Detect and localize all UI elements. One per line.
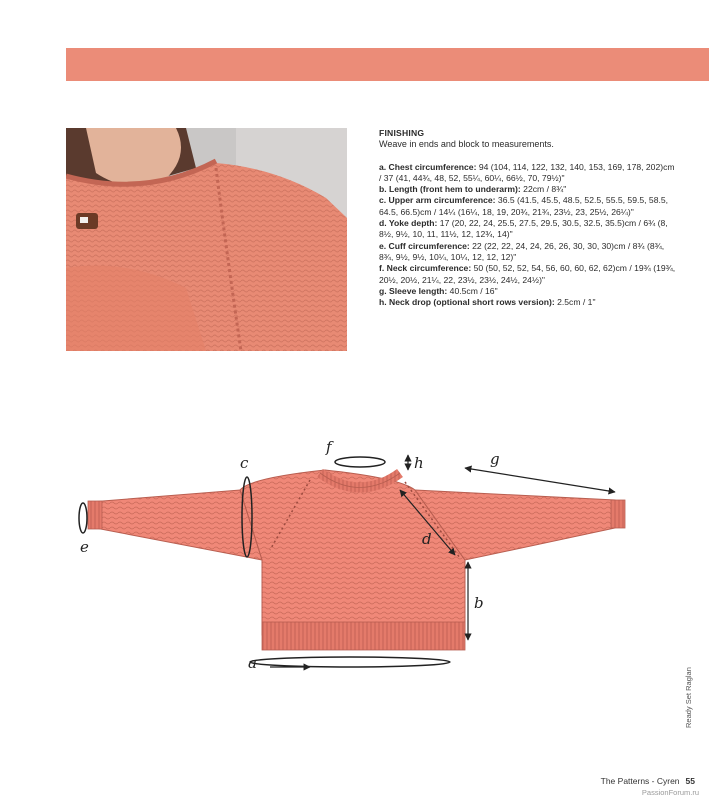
- left-sleeve: [90, 490, 262, 560]
- watermark: PassionForum.ru: [641, 788, 699, 797]
- measurement-a: [379, 162, 679, 185]
- label-b: b: [474, 594, 484, 612]
- label-d: d: [422, 530, 432, 548]
- measurement-value: 22 (22, 22, 24, 24, 26, 26, 30, 30, 30)cm / 8¾ (8¾, 8¾, 9½, 9½, 10¼, 10¼, 12, 12, 12)": [379, 240, 665, 262]
- hem-rib: [262, 622, 465, 650]
- measurement-label: f. Neck circumference:: [379, 263, 472, 274]
- finishing-instructions: Weave in ends and block to measurements.: [379, 139, 554, 150]
- e-measure-loop: [79, 503, 87, 533]
- header-banner: [66, 48, 709, 81]
- measurement-b: [379, 184, 679, 195]
- measurement-value: 36.5 (41.5, 45.5, 48.5, 52.5, 55.5, 59.5, 58.5, 64.5, 66.5)cm / 14¼ (16¼, 18, 19, 20¾, 21¾, 23½, 23, 25½, 26¼)": [379, 195, 669, 217]
- schematic-diagram: [70, 440, 640, 680]
- label-h: h: [414, 454, 424, 472]
- measurement-label: e. Cuff circumference:: [379, 240, 470, 251]
- left-cuff: [88, 501, 102, 529]
- measurement-h: [379, 297, 679, 308]
- page-number: 55: [685, 776, 695, 786]
- measurement-f: [379, 263, 679, 286]
- finishing-section: [379, 128, 679, 308]
- measurement-value: 50 (50, 52, 52, 54, 56, 60, 60, 62, 62)cm / 19¾ (19¾, 20½, 20½, 21¼, 22, 23½, 23½, 24½, 24½)": [379, 263, 676, 285]
- right-cuff: [611, 500, 625, 528]
- measurement-value: 40.5cm / 16": [447, 285, 498, 296]
- g-measure-arrow: [465, 468, 615, 492]
- page-footer: [601, 776, 695, 786]
- label-e: e: [80, 538, 89, 556]
- measurement-label: b. Length (front hem to underarm):: [379, 184, 521, 195]
- side-label: Ready Set Raglan: [684, 667, 693, 728]
- section-heading: FINISHING: [379, 128, 425, 138]
- label-a: a: [248, 654, 257, 672]
- f-measure-loop: [335, 457, 385, 467]
- measurement-label: g. Sleeve length:: [379, 285, 448, 296]
- measurement-label: h. Neck drop (optional short rows version):: [379, 297, 555, 308]
- sweater-photo: [66, 128, 347, 351]
- measurement-d: [379, 218, 679, 241]
- label-f: f: [326, 440, 332, 456]
- measurement-label: d. Yoke depth:: [379, 218, 438, 229]
- measurement-label: a. Chest circumference:: [379, 161, 477, 172]
- measurement-label: c. Upper arm circumference:: [379, 195, 496, 206]
- measurement-value: 22cm / 8¾": [520, 184, 567, 195]
- footer-text: The Patterns - Cyren: [600, 776, 680, 786]
- measurement-g: [379, 286, 679, 297]
- measurement-value: 94 (104, 114, 122, 132, 140, 153, 169, 178, 202)cm / 37 (41, 44¾, 48, 52, 55¼, 60¼, 66½, 70, 79½)": [379, 161, 675, 183]
- label-c: c: [240, 454, 249, 472]
- measurement-e: [379, 241, 679, 264]
- measurement-value: 2.5cm / 1": [554, 297, 596, 308]
- a-measure-loop: [250, 657, 450, 667]
- measurement-c: [379, 195, 679, 218]
- label-g: g: [490, 450, 500, 468]
- measurement-value: 17 (20, 22, 24, 25.5, 27.5, 29.5, 30.5, 32.5, 35.5)cm / 6¾ (8, 8½, 9½, 10, 11, 11½, 12, 12¾, 14)": [379, 218, 668, 240]
